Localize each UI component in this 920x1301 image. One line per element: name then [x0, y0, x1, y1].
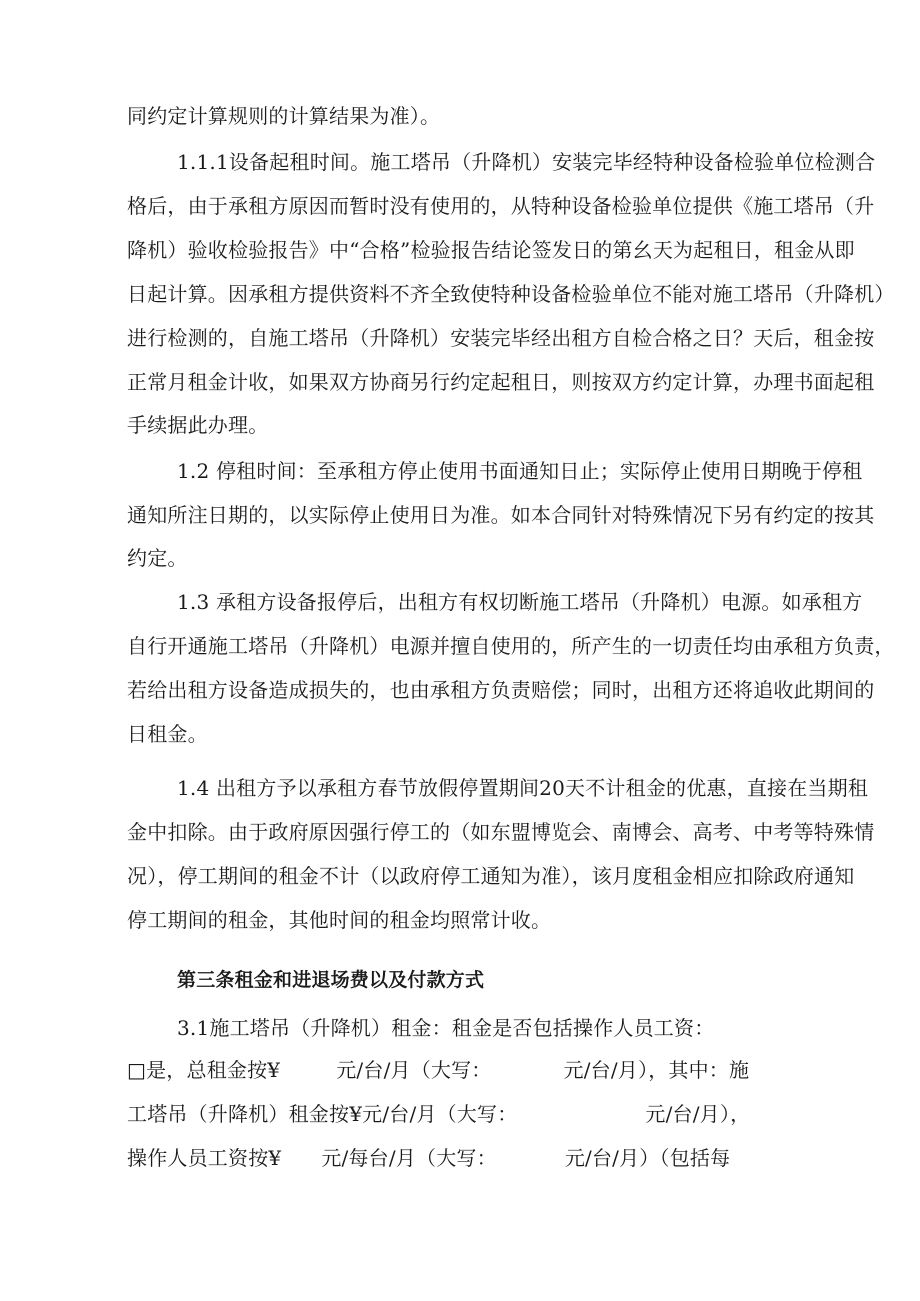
clause-1-1-1-line: 日起计算。因承租方提供资料不齐全致使特种设备检验单位不能对施工塔吊（升降机） — [127, 282, 895, 306]
clause-1-1-1-line: 手续据此办理。 — [127, 413, 269, 437]
paragraph-line: 同约定计算规则的计算结果为准）。 — [127, 104, 441, 128]
rent-form-text: 元/台/月），其中：施 — [563, 1058, 750, 1082]
rent-form-text: 元/台/月）（包括每 — [564, 1146, 731, 1170]
clause-1-2-line: 通知所注日期的，以实际停止使用日为准。如本合同针对特殊情况下另有约定的按其 — [127, 503, 875, 527]
clause-1-2-line: 约定。 — [127, 546, 188, 570]
rent-form-text: 元/台/月）， — [645, 1102, 751, 1126]
clause-1-1-1-line: 降机）验收检验报告》中“合格”检验报告结论签发日的第幺天为起租日，租金从即 — [127, 238, 855, 262]
clause-1-3-line: 自行开通施工塔吊（升降机）电源并擅自使用的，所产生的一切责任均由承租方负责， — [127, 634, 895, 658]
clause-1-1-1-line: 1.1.1设备起租时间。施工塔吊（升降机）安装完毕经特种设备检验单位检测合 — [177, 150, 876, 174]
rent-form-line — [127, 1102, 750, 1126]
rent-form-text: 元/台/月（大写： — [336, 1058, 492, 1082]
rent-form-line — [127, 1058, 749, 1082]
section-3-heading: 第三条租金和进退场费以及付款方式 — [177, 969, 485, 991]
rent-form-text: 工塔吊（升降机）租金按¥元/台/月（大写： — [127, 1102, 518, 1126]
clause-1-1-1-line: 进行检测的，自施工塔吊（升降机）安装完毕经出租方自检合格之日？天后，租金按 — [127, 326, 875, 350]
rent-form-text: 元/每台/月（大写： — [321, 1146, 497, 1170]
clause-1-3-line: 若给出租方设备造成损失的，也由承租方负责赔偿；同时，出租方还将追收此期间的 — [127, 678, 875, 702]
clause-1-4-line: 金中扣除。由于政府原因强行停工的（如东盟博览会、南博会、高考、中考等特殊情 — [127, 820, 875, 844]
clause-3-1-line: 3.1施工塔吊（升降机）租金：租金是否包括操作人员工资： — [177, 1016, 715, 1040]
rent-form-text: □是，总租金按¥ — [127, 1058, 281, 1082]
rent-form-line — [127, 1146, 730, 1170]
clause-1-2-line: 1.2 停租时间：至承租方停止使用书面通知日止；实际停止使用日期晚于停租 — [177, 459, 863, 483]
clause-1-4-line: 1.4 出租方予以承租方春节放假停置期间20天不计租金的优惠，直接在当期租 — [177, 776, 869, 800]
clause-1-4-line: 况），停工期间的租金不计（以政府停工通知为准），该月度租金相应扣除政府通知 — [127, 864, 855, 888]
clause-1-3-line: 1.3 承租方设备报停后，出租方有权切断施工塔吊（升降机）电源。如承租方 — [177, 590, 863, 614]
clause-1-4-line: 停工期间的租金，其他时间的租金均照常计收。 — [127, 908, 552, 932]
clause-1-1-1-line: 正常月租金计收，如果双方协商另行约定起租日，则按双方约定计算，办理书面起租 — [127, 370, 875, 394]
rent-form-text: 操作人员工资按¥ — [127, 1146, 282, 1170]
clause-1-3-line: 日租金。 — [127, 722, 208, 746]
clause-1-1-1-line: 格后，由于承租方原因而暂时没有使用的，从特种设备检验单位提供《施工塔吊（升 — [127, 194, 875, 218]
